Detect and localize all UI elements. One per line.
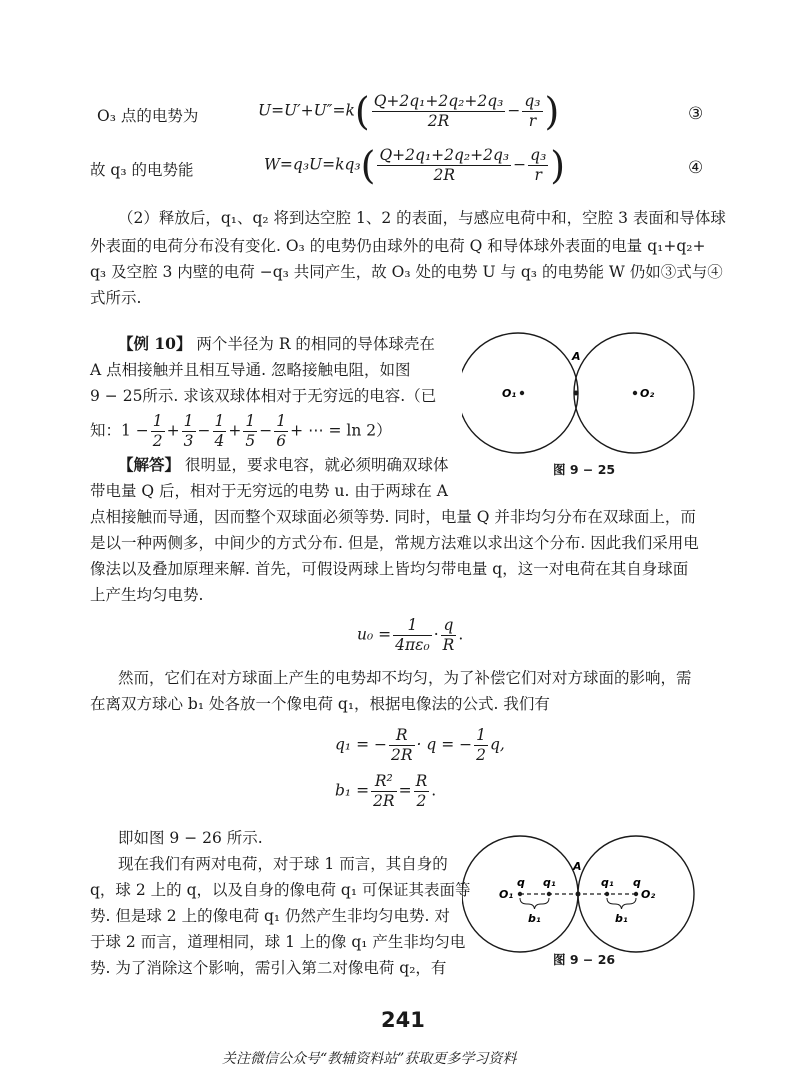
eq4-num2: q₃ bbox=[530, 146, 547, 164]
para-last-line: 势. 但是球 2 上的像电荷 q₁ 仍然产生非均匀电势. 对 bbox=[90, 907, 450, 925]
figure-9-25 bbox=[462, 320, 702, 480]
answer-line: 像法以及叠加原理来解. 首先，可假设两球上皆均匀带电量 q，这一对电荷在其自身球面 bbox=[90, 560, 689, 578]
label-q-right: q bbox=[633, 876, 641, 889]
eq4-formula: W=q₃U=kq₃( $\frac{\text{Q+2q₁+2q₂+2q₃}}{2R}$ − $\frac{\text{q₃}}{r}$ ) bbox=[264, 143, 566, 188]
eq4-marker: ④ bbox=[688, 158, 704, 178]
eq3-formula: U=U′+U″=k( $\frac{\text{Q+2q₁+2q₂+2q₃}}{2R}$ − $\frac{\text{q₃}}{r}$ ) bbox=[258, 89, 560, 134]
example-tag: 【例 10】 bbox=[118, 334, 192, 353]
eq3-num2: q₃ bbox=[524, 92, 541, 110]
answer-line: 上产生均匀电势. bbox=[90, 586, 204, 604]
para2-line: q₃ 及空腔 3 内壁的电荷 −q₃ 共同产生，故 O₃ 处的电势 U 与 q₃ 的电势能 W 仍如③式与④ bbox=[90, 263, 723, 281]
center-o1 bbox=[520, 391, 524, 395]
image-charge-q1-right bbox=[605, 892, 609, 896]
para2-line: （2）释放后，q₁、q₂ 将到达空腔 1、2 的表面，与感应电荷中和，空腔 3 表面和导体球 bbox=[118, 209, 726, 227]
para2-line: 外表面的电荷分布没有变化. O₃ 的电势仍由球外的电荷 Q 和导体球外表面的电量 q₁+q₂+ bbox=[90, 237, 706, 255]
label-a: A bbox=[572, 350, 581, 363]
brace-right bbox=[607, 898, 636, 909]
answer-line: 是以一种两侧多，中间少的方式分布. 但是，常规方法难以求出这个分布. 因此我们采用电 bbox=[90, 534, 699, 552]
eq4-num: Q+2q₁+2q₂+2q₃ bbox=[379, 146, 510, 164]
example-line3: 9 − 25所示. 求该双球体相对于无穷远的电容.（已 bbox=[90, 387, 437, 405]
label-o1: O₁ bbox=[502, 387, 517, 400]
center-o2 bbox=[633, 391, 637, 395]
eq4-den2: r bbox=[534, 166, 542, 184]
eq3-marker: ③ bbox=[688, 104, 704, 124]
known-series: 知：1 − $\frac{1}{2}$ + $\frac{1}{3}$ − $\frac{1}{4}$ + $\frac{1}{5}$ − $\frac{1}{6}$ + ⋯ = ln 2） bbox=[90, 412, 392, 450]
eq3-label: O₃ 点的电势为 bbox=[97, 107, 199, 125]
center-o2 bbox=[634, 892, 638, 896]
brace-left bbox=[520, 898, 549, 909]
label-b1-left: b₁ bbox=[528, 912, 541, 925]
para-last-line: 势. 为了消除这个影响，需引入第二对像电荷 q₂，有 bbox=[90, 959, 447, 977]
label-q1-left: q₁ bbox=[543, 876, 556, 889]
label-a: A bbox=[573, 860, 582, 873]
para-last-line: 现在我们有两对电荷，对于球 1 而言，其自身的 bbox=[118, 855, 448, 873]
eq-b1: b₁ = $\frac{\text{R²}}{2R}$ = $\frac{R}{2}$ . bbox=[335, 772, 437, 810]
center-o1 bbox=[518, 892, 522, 896]
eq4-lhs: W=q₃U=kq₃ bbox=[264, 155, 361, 174]
label-o2: O₂ bbox=[640, 387, 655, 400]
label-q-left: q bbox=[517, 876, 525, 889]
eq3-num: Q+2q₁+2q₂+2q₃ bbox=[373, 92, 504, 110]
label-q1-right: q₁ bbox=[601, 876, 614, 889]
footer-note: 关注微信公众号“教辅资料站”获取更多学习资料 bbox=[222, 1051, 517, 1067]
fig26-caption: 图 9 − 26 bbox=[553, 952, 616, 967]
answer-line2: 带电量 Q 后，相对于无穷远的电势 u. 由于两球在 A bbox=[90, 482, 448, 500]
label-o2: O₂ bbox=[641, 888, 656, 901]
label-b1-right: b₁ bbox=[615, 912, 628, 925]
answer-line1: 【解答】 很明显，要求电容，就必须明确双球体 bbox=[118, 455, 449, 474]
image-charge-q1-left bbox=[547, 892, 551, 896]
example-line2: A 点相接触并且相互导通. 忽略接触电阻，如图 bbox=[90, 361, 411, 379]
eq3-lhs: U=U′+U″=k bbox=[258, 101, 355, 120]
eq4-label: 故 q₃ 的电势能 bbox=[90, 161, 194, 179]
eq-u0: u₀ = $\frac{1}{\text{4πε₀}}$ · $\frac{q}{R}$ . bbox=[357, 616, 464, 654]
eq4-minus: − bbox=[513, 155, 527, 174]
para-last-line: q，球 2 上的 q，以及自身的像电荷 q₁ 可保证其表面等 bbox=[90, 881, 471, 899]
eq-q1: q₁ = − $\frac{R}{2R}$ · q = − $\frac{1}{2}$ q, bbox=[335, 726, 505, 764]
page-number: 241 bbox=[381, 1008, 425, 1032]
eq3-den2: r bbox=[528, 112, 537, 130]
answer-tag: 【解答】 bbox=[118, 455, 181, 474]
example-line1: 【例 10】 两个半径为 R 的相同的导体球壳在 bbox=[118, 334, 435, 353]
contact-point bbox=[576, 892, 581, 897]
label-o1: O₁ bbox=[499, 888, 514, 901]
fig25-caption: 图 9 − 25 bbox=[553, 462, 616, 477]
eq3-minus: − bbox=[507, 101, 521, 120]
para2-line: 式所示. bbox=[90, 289, 142, 307]
figure-9-26 bbox=[462, 834, 702, 969]
para-last-line: 于球 2 而言，道理相同，球 1 上的像 q₁ 产生非均匀电 bbox=[90, 933, 466, 951]
para-image-line: 在离双方球心 b₁ 处各放一个像电荷 q₁，根据电像法的公式. 我们有 bbox=[90, 695, 550, 713]
para-image-line: 然而，它们在对方球面上产生的电势却不均匀，为了补偿它们对对方球面的影响，需 bbox=[118, 669, 692, 687]
eq3-den: 2R bbox=[427, 112, 450, 130]
answer-line: 点相接触而导通，因而整个双球面必须等势. 同时，电量 Q 并非均匀分布在双球面上，而 bbox=[90, 508, 696, 526]
contact-point bbox=[574, 391, 579, 396]
para-fig26-ref: 即如图 9 − 26 所示. bbox=[118, 829, 263, 847]
eq4-den: 2R bbox=[433, 166, 456, 184]
